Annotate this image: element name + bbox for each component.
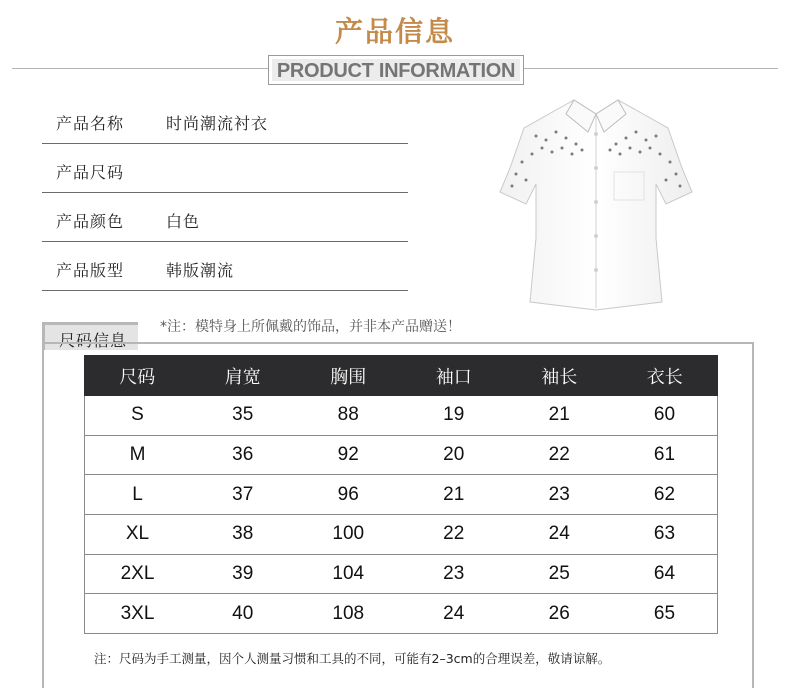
table-cell: 36	[190, 435, 296, 475]
info-value: 时尚潮流衬衣	[166, 114, 269, 133]
table-cell: 63	[612, 515, 718, 555]
title-divider-right	[524, 68, 778, 69]
table-cell: 24	[507, 515, 613, 555]
table-cell: S	[85, 396, 191, 436]
accessory-note: *注：模特身上所佩戴的饰品，并非本产品赠送！	[160, 319, 461, 335]
header-chest: 胸围	[296, 356, 402, 396]
table-cell: M	[85, 435, 191, 475]
info-label: 产品名称	[56, 114, 125, 133]
info-row-size	[42, 144, 408, 193]
info-row-color	[42, 193, 408, 242]
size-table	[84, 355, 718, 634]
info-row-fit	[42, 242, 408, 291]
table-cell: L	[85, 475, 191, 515]
info-label: 产品尺码	[56, 163, 125, 182]
table-cell: 60	[612, 396, 718, 436]
table-cell: 21	[401, 475, 507, 515]
table-cell: 26	[507, 594, 613, 634]
table-row	[85, 554, 718, 594]
table-cell: 22	[507, 435, 613, 475]
table-cell: 37	[190, 475, 296, 515]
table-cell: 108	[296, 594, 402, 634]
header-sleeve: 袖长	[507, 356, 613, 396]
table-cell: 25	[507, 554, 613, 594]
subtitle-box	[268, 55, 524, 85]
title-divider-left	[12, 68, 268, 69]
table-cell: 38	[190, 515, 296, 555]
table-cell: 92	[296, 435, 402, 475]
info-label: 产品颜色	[56, 212, 125, 231]
table-cell: 100	[296, 515, 402, 555]
info-value: 韩版潮流	[166, 261, 235, 280]
table-cell: 39	[190, 554, 296, 594]
table-cell: 22	[401, 515, 507, 555]
table-row	[85, 594, 718, 634]
table-cell: 2XL	[85, 554, 191, 594]
table-cell: 64	[612, 554, 718, 594]
page-subtitle: PRODUCT INFORMATION	[276, 60, 516, 82]
table-cell: 35	[190, 396, 296, 436]
table-cell: 23	[401, 554, 507, 594]
measurement-note: 注：尺码为手工测量，因个人测量习惯和工具的不同，可能有2–3cm的合理误差，敬请谅解。	[94, 651, 611, 666]
table-cell: 65	[612, 594, 718, 634]
header-shoulder: 肩宽	[190, 356, 296, 396]
table-cell: 24	[401, 594, 507, 634]
table-cell: 23	[507, 475, 613, 515]
header-length: 衣长	[612, 356, 718, 396]
header-size: 尺码	[85, 356, 191, 396]
table-cell: 88	[296, 396, 402, 436]
table-cell: 21	[507, 396, 613, 436]
table-cell: XL	[85, 515, 191, 555]
table-cell: 20	[401, 435, 507, 475]
header-cuff: 袖口	[401, 356, 507, 396]
shirt-product-image	[496, 88, 696, 314]
table-cell: 3XL	[85, 594, 191, 634]
table-header-row	[85, 356, 718, 396]
info-value: 白色	[166, 212, 201, 231]
table-cell: 62	[612, 475, 718, 515]
table-row	[85, 396, 718, 436]
table-row	[85, 475, 718, 515]
table-cell: 40	[190, 594, 296, 634]
table-cell: 61	[612, 435, 718, 475]
table-cell: 104	[296, 554, 402, 594]
info-label: 产品版型	[56, 261, 125, 280]
table-row	[85, 435, 718, 475]
table-cell: 96	[296, 475, 402, 515]
info-row-name	[42, 95, 408, 144]
size-section-label: 尺码信息	[59, 331, 128, 350]
table-cell: 19	[401, 396, 507, 436]
table-row	[85, 515, 718, 555]
page-title: 产品信息	[334, 15, 455, 48]
